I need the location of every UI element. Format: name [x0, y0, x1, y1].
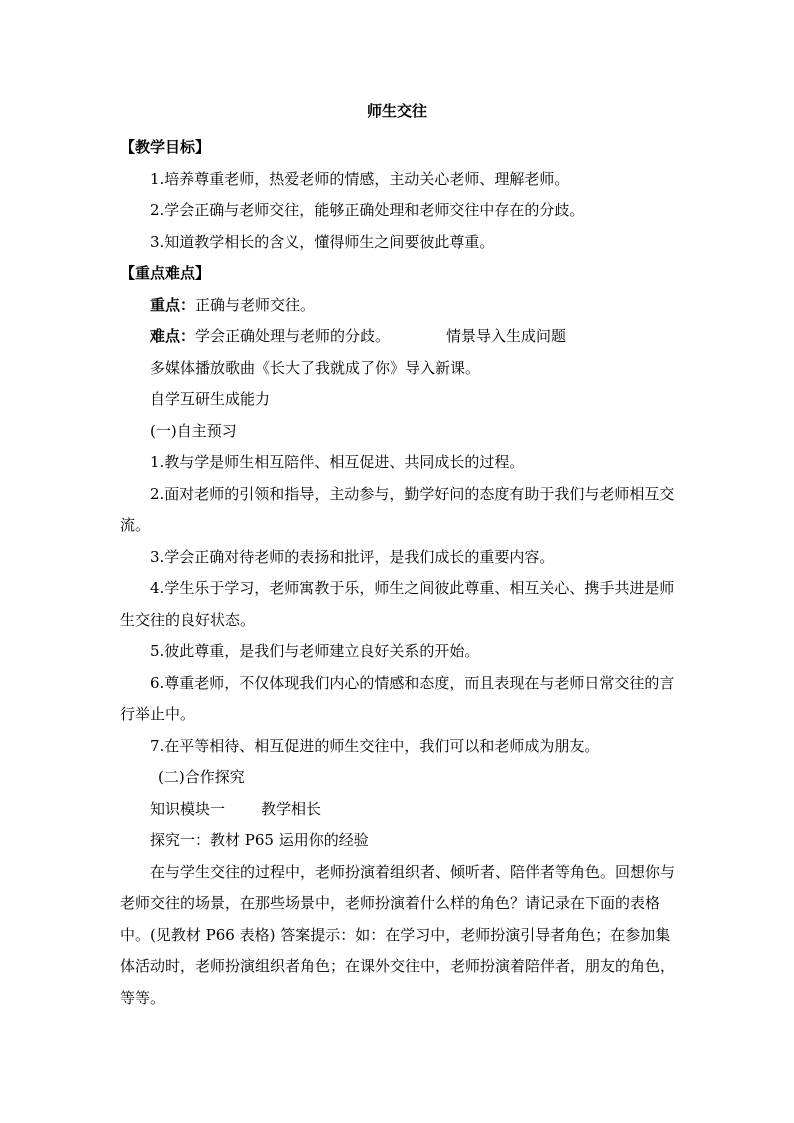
difficult-point-text: 学会正确处理与老师的分歧。	[195, 327, 391, 345]
document-title: 师生交往	[366, 102, 427, 120]
module-label: 知识模块一	[150, 799, 226, 818]
preview-item-2: 2.面对老师的引领和指导，主动参与，勤学好问的态度有助于我们与老师相互交流。	[120, 484, 675, 534]
heading-key-difficult: 【重点难点】	[120, 264, 211, 282]
module-title: 教学相长	[261, 799, 322, 818]
goal-item-3: 3.知道教学相长的含义，懂得师生之间要彼此尊重。	[150, 232, 495, 251]
preview-item-3: 3.学会正确对待老师的表扬和批评，是我们成长的重要内容。	[150, 547, 555, 566]
preview-item-5: 5.彼此尊重，是我们与老师建立良好关系的开始。	[150, 642, 480, 660]
study-heading: 自学互研生成能力	[150, 390, 271, 408]
difficult-point-label: 难点：	[150, 327, 196, 345]
knowledge-module	[120, 794, 676, 826]
intro-heading: 情景导入生成问题	[446, 327, 567, 345]
heading-teaching-goals: 【教学目标】	[120, 138, 211, 156]
key-point-text: 正确与老师交往。	[195, 295, 316, 314]
goal-item-2: 2.学会正确与老师交往，能够正确处理和老师交往中存在的分歧。	[150, 201, 585, 219]
explore-1-text: 在与学生交往的过程中，老师扮演着组织者、倾听者、陪伴者等角色。回想你与老师交往的场景，在那些场景中，老师扮演着什么样的角色？请记录在下面的表格中。(见教材 P66 表格) 答案提示：如：在学习中，老师扮演引导者角色；在参加集体活动时，老师扮演组织者角色；在课外交往中，老师扮演着陪伴者，朋友的角色，等等。	[120, 862, 676, 1007]
intro-text: 多媒体播放歌曲《长大了我就成了你》导入新课。	[150, 358, 481, 377]
document-body	[120, 132, 676, 1014]
preview-item-6: 6.尊重老师，不仅体现我们内心的情感和态度，而且表现在与老师日常交往的言行举止中。	[120, 673, 675, 723]
key-point-label: 重点：	[150, 295, 196, 314]
preview-item-7: 7.在平等相待、相互促进的师生交往中，我们可以和老师成为朋友。	[150, 736, 600, 755]
goal-item-1: 1.培养尊重老师，热爱老师的情感，主动关心老师、理解老师。	[150, 169, 570, 188]
preview-item-1: 1.教与学是师生相互陪伴、相互促进、共同成长的过程。	[150, 453, 525, 471]
key-point	[120, 290, 676, 322]
explore-1-heading: 探究一：教材 P65 运用你的经验	[150, 831, 369, 849]
preview-item-4: 4.学生乐于学习，老师寓教于乐，师生之间彼此尊重、相互关心、携手共进是师生交往的良好状态。	[120, 579, 675, 629]
part1-heading: (一)自主预习	[150, 421, 237, 440]
difficult-point	[120, 321, 676, 353]
part2-heading: (二)合作探究	[158, 768, 245, 786]
